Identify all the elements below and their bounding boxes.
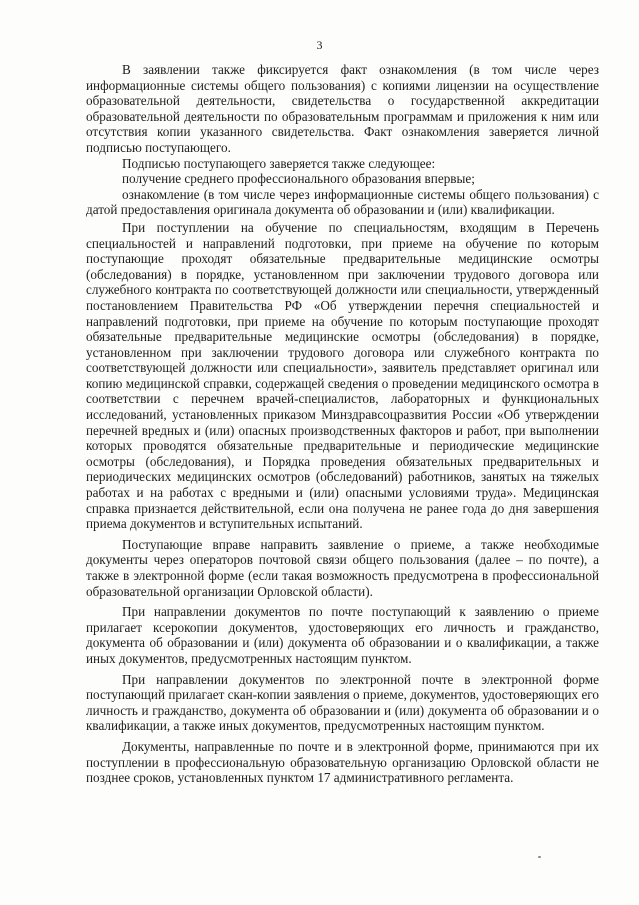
paragraph-signature-intro: Подписью поступающего заверяется также следующее: xyxy=(122,155,436,171)
scan-speck xyxy=(538,856,541,858)
paragraph-original-date: ознакомление (в том числе через информационные системы общего пользования) с датой предоставления оригинала документа об образовании и (или) квалификации. xyxy=(86,186,599,218)
page-number: 3 xyxy=(316,38,323,52)
paragraph-postal-submission: При направлении документов по почте поступающий к заявлению о приеме прилагает ксерокопии документов, удостоверяющих его личность и гражданство, документа об образовании и (или) документа об образовании и о квалификации, а также иных документов, предусмотренных настоящим пунктом. xyxy=(86,604,599,666)
paragraph-acceptance-deadline: Документы, направленные по почте и в электронной форме, принимаются при их поступлении в профессиональную образовательную организацию Орловской области не позднее сроков, установленных пунктом 17 административного регламента. xyxy=(86,738,599,786)
paragraph-medical-certificate: При поступлении на обучение по специальностям, входящим в Перечень специальностей и направлений подготовки, при приеме на обучение по которым поступающие проходят обязательные предварительные медицинские осмотры (обследования) в порядке, установленном при заключении трудового договора или служебного контракта по соответствующей должности или специальности, утвержденный постановлением Правительства РФ «Об утверждении перечня специальностей и направлений подготовки, при приеме на обучение по которым поступающие проходят обязательные предварительные медицинские осмотры (обследования) в порядке, установленном при заключении трудового договора или служебного контракта по соответствующей должности или специальности», заявитель представляет оригинал или копию медицинской справки, содержащей сведения о проведении медицинского осмотра в соответствии с перечнем врачей-специалистов, лабораторных и функциональных исследований, установленных приказом Минздравсоцразвития России «Об утверждении перечней вредных и (или) опасных производственных факторов и работ, при выполнении которых проводятся обязательные предварительные и периодические медицинские осмотры (обследования), и Порядка проведения обязательных предварительных и периодических медицинских осмотров (обследований) работников, занятых на тяжелых работах и на работах с вредными и (или) опасными условиями труда». Медицинская справка признается действительной, если она получена не ранее года до дня завершения приема документов и вступительных испытаний. xyxy=(86,219,599,532)
paragraph-first-education: получение среднего профессионального образования впервые; xyxy=(122,171,475,187)
paragraph-acquaintance: В заявлении также фиксируется факт ознакомления (в том числе через информационные системы общего пользования) с копиями лицензии на осуществление образовательной деятельности, свидетельства о государственной аккредитации образовательной деятельности по образовательным программам и приложения к ним или отсутствия копии указанного свидетельства. Факт ознакомления заверяется личной подписью поступающего. xyxy=(86,62,599,155)
paragraph-submission-methods: Поступающие вправе направить заявление о приеме, а также необходимые документы через операторов почтовой связи общего пользования (далее – по почте), а также в электронной форме (если такая возможность предусмотрена в профессиональной образовательной организации Орловской области). xyxy=(86,536,599,599)
paragraph-electronic-submission: При направлении документов по электронной почте в электронной форме поступающий прилагает скан-копии заявления о приеме, документов, удостоверяющих его личность и гражданство, документа об образовании и (или) документа об образовании и о квалификации, а также иных документов, предусмотренных настоящим пунктом. xyxy=(86,671,599,734)
document-body xyxy=(86,62,599,786)
